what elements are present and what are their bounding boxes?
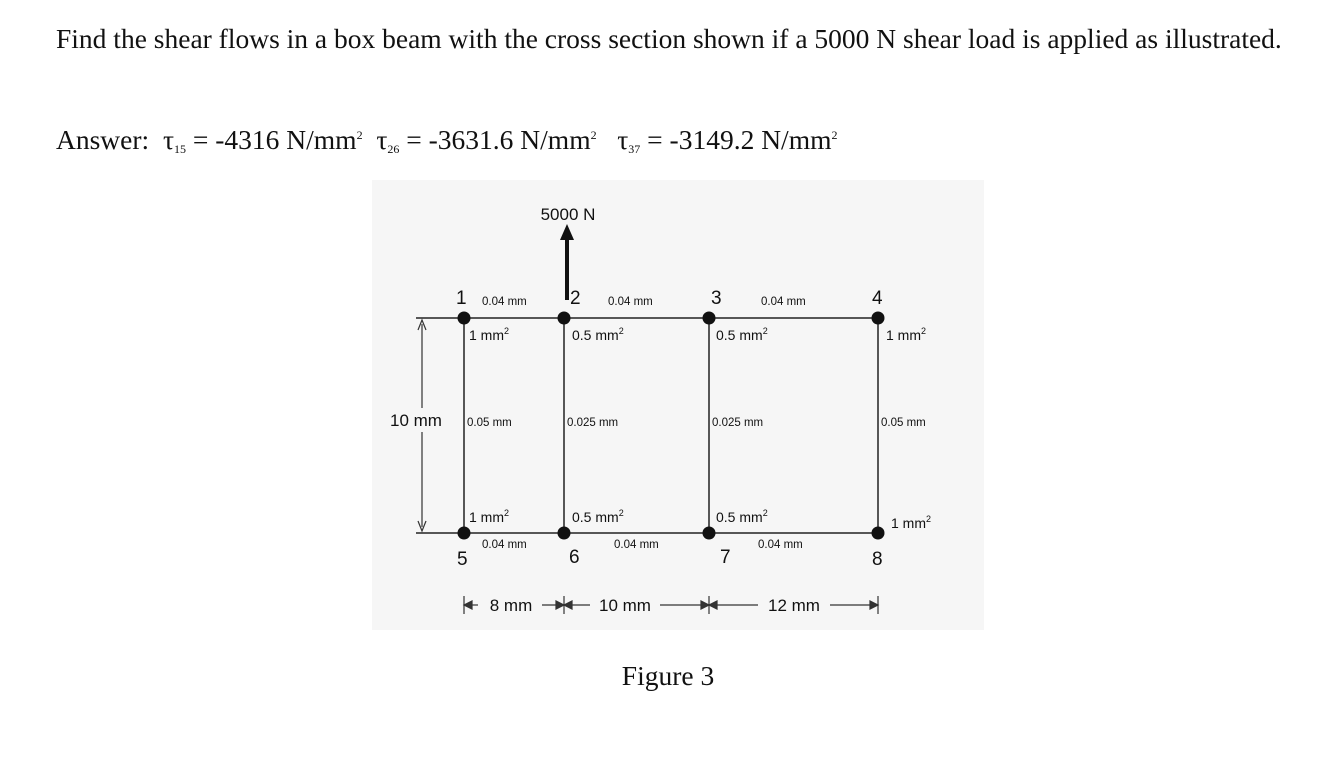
web-thickness-3-7: 0.025 mm (712, 417, 764, 429)
stringer-1 (458, 312, 471, 325)
node-6: 6 (569, 547, 580, 568)
node-3: 3 (711, 288, 722, 309)
area-4: 1 $mm^2$ (886, 326, 927, 343)
width-label-12: 12 mm (768, 596, 820, 615)
node-1: 1 (456, 288, 467, 309)
bottom-thickness-5-6: 0.04 mm (482, 539, 527, 551)
node-2: 2 (570, 288, 581, 309)
stringer-6 (558, 527, 571, 540)
area-8: 1 $mm^2$ (891, 514, 932, 531)
width-label-10: 10 mm (599, 596, 651, 615)
webs (464, 318, 878, 533)
top-thickness-2-3: 0.04 mm (608, 296, 653, 308)
stringers (458, 312, 885, 540)
answer-prefix: Answer: (56, 124, 150, 155)
stringer-4 (872, 312, 885, 325)
web-thickness-1-5: 0.05 mm (467, 417, 512, 429)
answer-tau-15: $\tau_{15} = -4316$ $N/mm^2$ (162, 124, 363, 156)
area-7: 0.5 $mm^2$ (716, 508, 768, 525)
problem-statement: Find the shear flows in a box beam with the cross section shown if a 5000 N shear load is applied as illustrated. (56, 23, 1282, 54)
area-2: 0.5 $mm^2$ (572, 326, 624, 343)
area-5: 1 $mm^2$ (469, 508, 510, 525)
web-thickness-2-6: 0.025 mm (567, 417, 619, 429)
stringer-8 (872, 527, 885, 540)
bottom-thickness-7-8: 0.04 mm (758, 539, 803, 551)
figure-caption: Figure 3 (621, 660, 715, 691)
area-1: 1 $mm^2$ (469, 326, 510, 343)
node-8: 8 (872, 549, 883, 570)
answer-tau-26: $\tau_{26} = -3631.6$ $N/mm^2$ (376, 124, 597, 156)
area-6: 0.5 $mm^2$ (572, 508, 624, 525)
height-label: 10 mm (390, 411, 442, 430)
width-label-8: 8 mm (489, 596, 533, 615)
bottom-thickness-6-7: 0.04 mm (614, 539, 659, 551)
node-7: 7 (720, 547, 731, 568)
top-thickness-1-2: 0.04 mm (482, 296, 527, 308)
stringer-5 (458, 527, 471, 540)
stringer-3 (703, 312, 716, 325)
node-5: 5 (457, 549, 468, 570)
answer-tau-37: $\tau_{37} = -3149.2$ $N/mm^2$ (617, 124, 838, 156)
top-thickness-3-4: 0.04 mm (761, 296, 806, 308)
web-thickness-4-8: 0.05 mm (881, 417, 926, 429)
node-4: 4 (872, 288, 883, 309)
stringer-7 (703, 527, 716, 540)
load-label: 5000 N (540, 205, 596, 224)
stringer-2 (558, 312, 571, 325)
area-3: 0.5 $mm^2$ (716, 326, 768, 343)
